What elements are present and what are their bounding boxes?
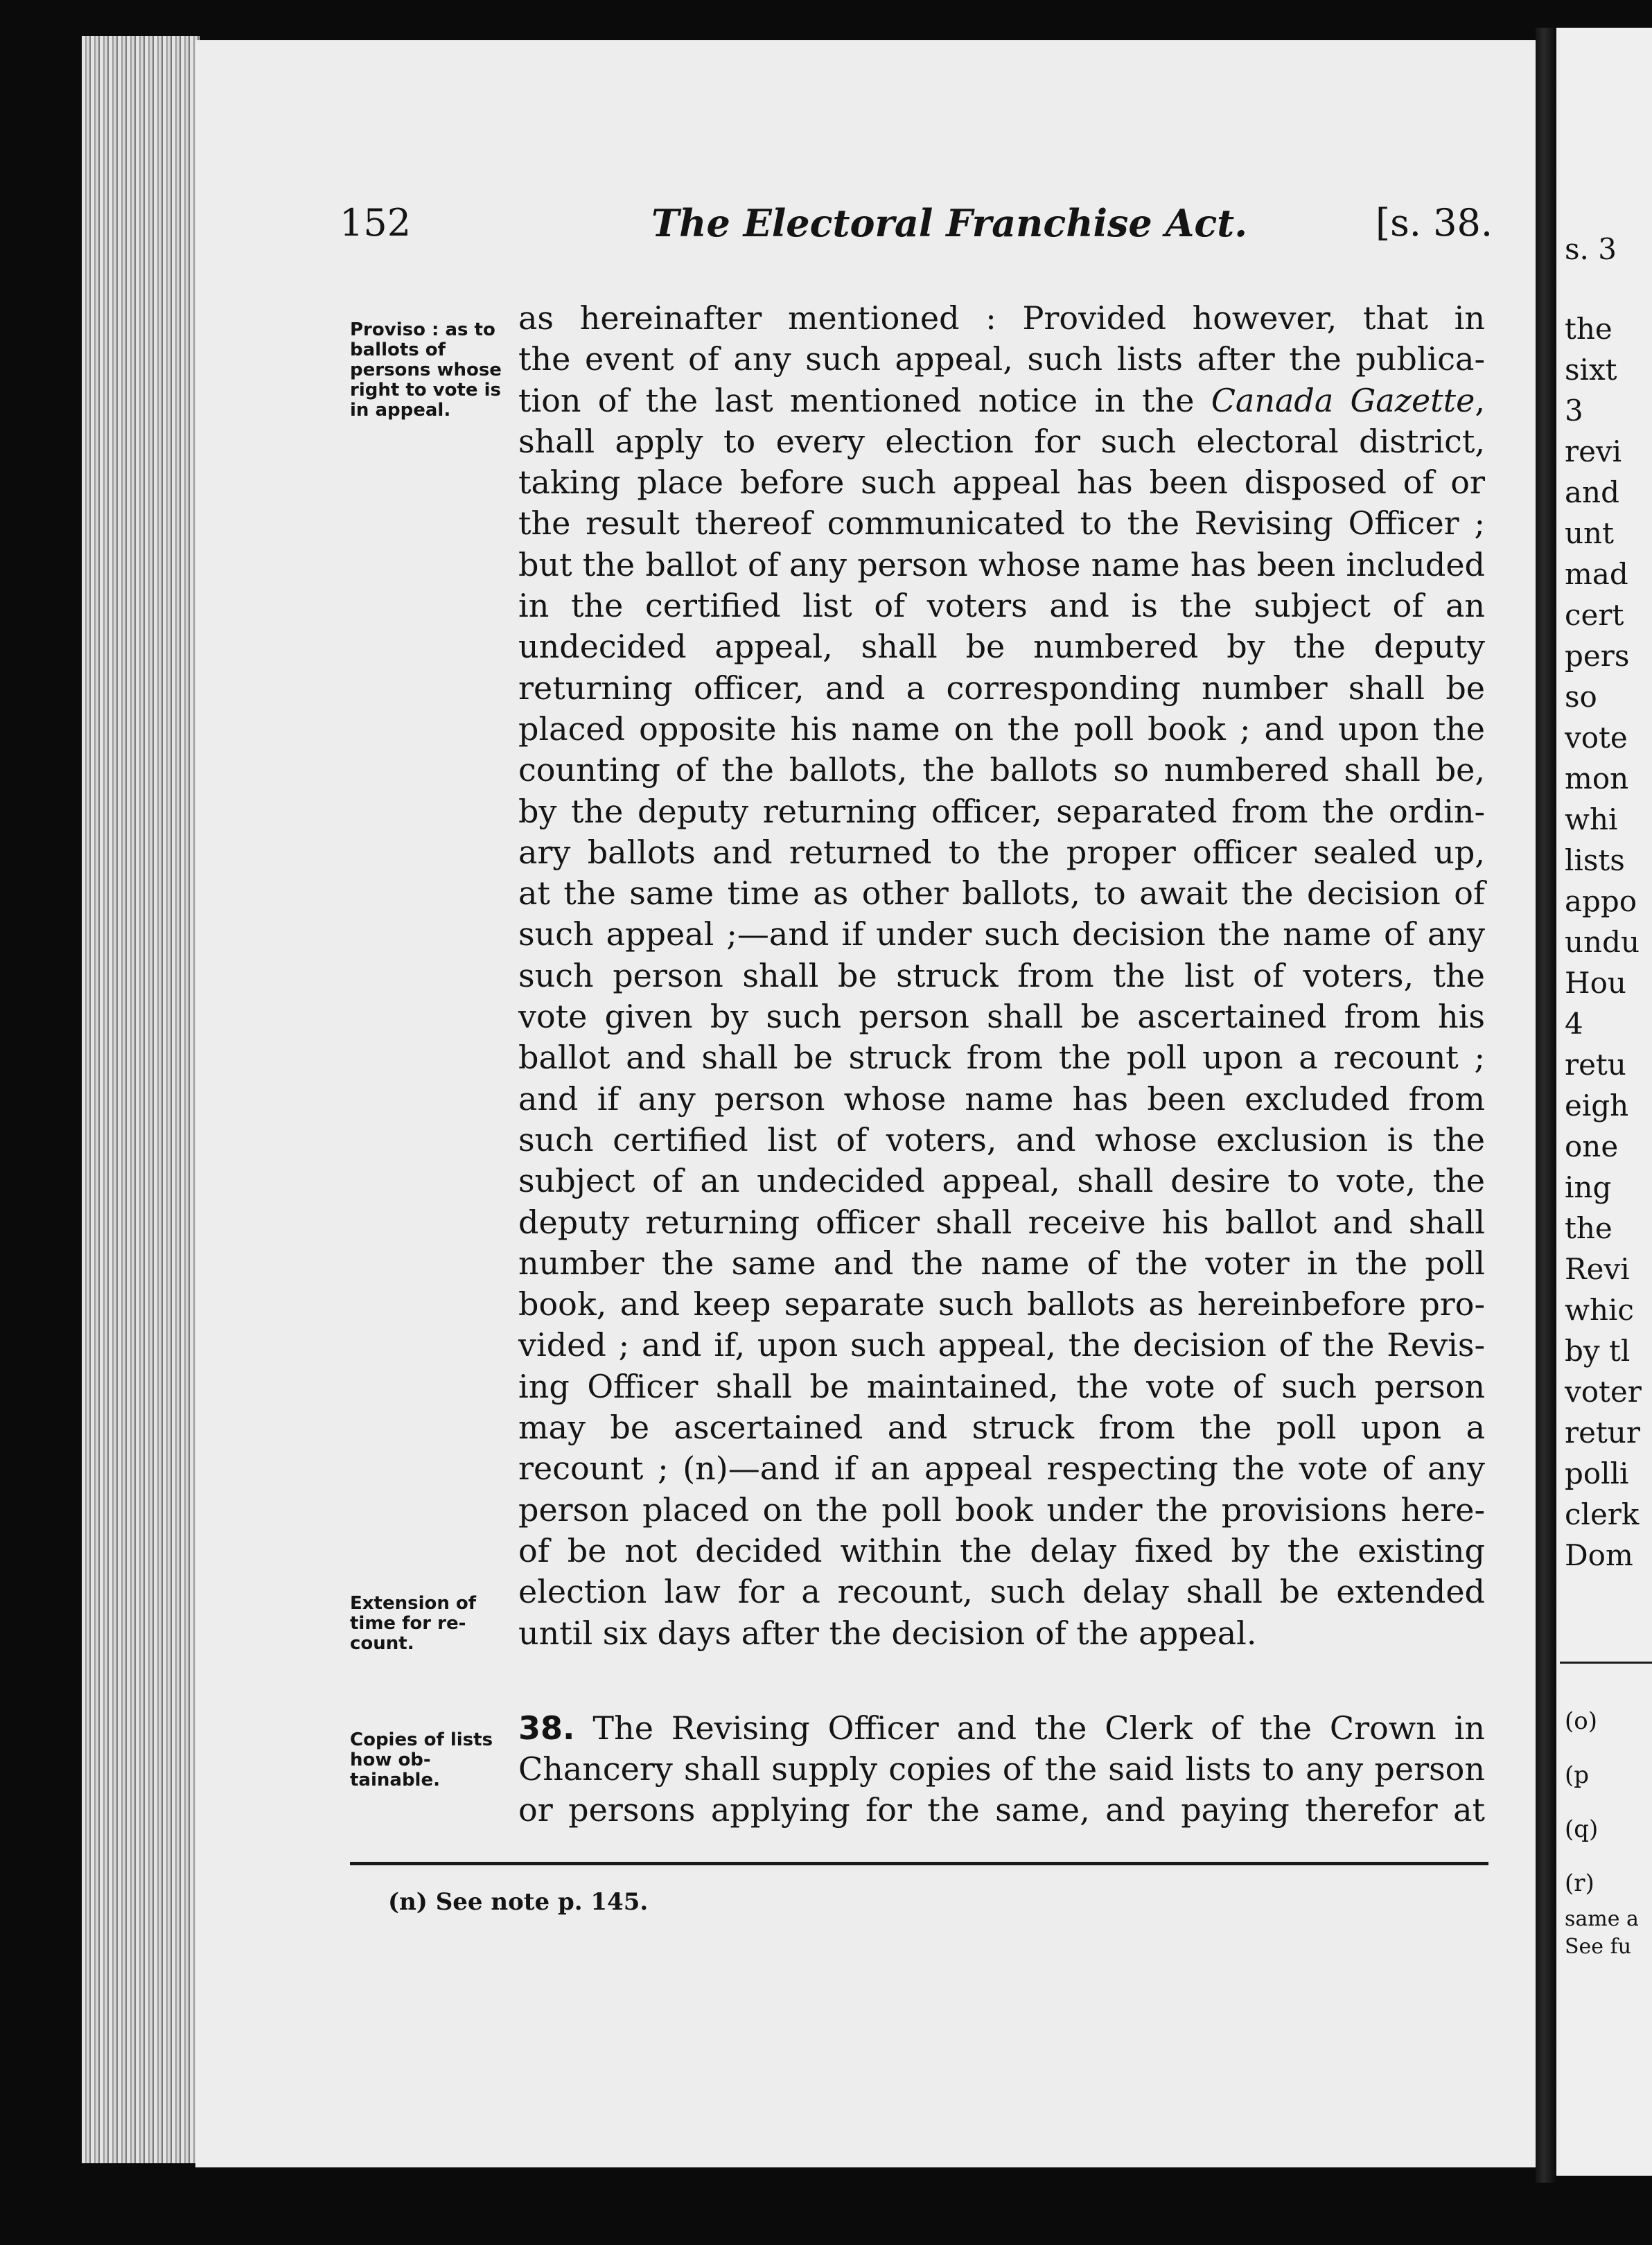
text-line: whi	[1565, 802, 1618, 836]
text-line: deputy returning officer shall receive his ballot and shall	[518, 1203, 1485, 1241]
text-line: vote given by such person shall be ascertained from his	[518, 998, 1485, 1036]
text-line: so	[1565, 680, 1597, 714]
text-line: the	[1565, 312, 1613, 346]
text-line: tion of the last mentioned notice in the Canada Gazette,	[518, 381, 1485, 419]
text-line: retu	[1565, 1048, 1626, 1082]
section-number: 38.	[518, 1709, 575, 1747]
text-line: See fu	[1565, 1935, 1632, 1959]
text-line: 3	[1565, 394, 1583, 428]
text-line: mad	[1565, 557, 1628, 591]
text-line: ballot and shall be struck from the poll upon a recount ;	[518, 1039, 1485, 1077]
text-line: lists	[1565, 843, 1625, 877]
text-line: Chancery shall supply copies of the said lists to any person	[518, 1750, 1485, 1788]
text-line: in the certified list of voters and is the subject of an	[518, 587, 1485, 625]
text-line: (o)	[1565, 1707, 1597, 1735]
text-line: vote	[1565, 721, 1628, 755]
text-line: (p	[1565, 1761, 1590, 1789]
text-line: same a	[1565, 1907, 1639, 1931]
next-page-header: s. 3	[1565, 232, 1617, 266]
text-line: 4	[1565, 1007, 1583, 1041]
text-line: mon	[1565, 761, 1629, 795]
text-line: the	[1565, 1211, 1613, 1245]
text-line: taking place before such appeal has been disposed of or	[518, 464, 1485, 502]
text-line: person placed on the poll book under the provisions here-	[518, 1490, 1485, 1529]
text-line: and	[1565, 475, 1619, 509]
page-edge-stack	[82, 36, 200, 2163]
text-line: until six days after the decision of the appeal.	[518, 1614, 1257, 1652]
margin-note-proviso: Proviso : as to ballots of persons whose right to vote is in appeal.	[350, 319, 502, 421]
section-38	[518, 1708, 1485, 1831]
text-line: number the same and the name of the voter in the poll	[518, 1244, 1485, 1282]
text-line: subject of an undecided appeal, shall desire to vote, the	[518, 1162, 1485, 1200]
text-line: counting of the ballots, the ballots so numbered shall be,	[518, 751, 1485, 789]
margin-note-copies: Copies of lists how obtainable.	[350, 1729, 493, 1790]
text-line: of be not decided within the delay fixed by the existing	[518, 1531, 1485, 1569]
text-line: recount ; (n)—and if an appeal respecting the vote of any	[518, 1450, 1485, 1488]
text-line: eigh	[1565, 1089, 1629, 1122]
footnote: (n) See note p. 145.	[388, 1888, 649, 1916]
text-line: by the deputy returning officer, separated from the ordin-	[518, 792, 1485, 830]
text-line: the result thereof communicated to the Revising Officer ;	[518, 504, 1485, 543]
text-line: sixt	[1565, 353, 1617, 387]
margin-note-extension: Extension of time for recount.	[350, 1593, 477, 1654]
text-line: but the ballot of any person whose name has been included	[518, 545, 1485, 583]
text-line: pers	[1565, 639, 1630, 673]
text-line: may be ascertained and struck from the poll upon a	[518, 1409, 1485, 1447]
text-line: Hou	[1565, 966, 1626, 1000]
next-page-lines	[1565, 308, 1642, 1576]
text-line: (q)	[1565, 1815, 1599, 1843]
text-line: Dom	[1565, 1538, 1633, 1572]
text-line: shall apply to every election for such electoral district,	[518, 422, 1485, 460]
text-line: ing Officer shall be maintained, the vote of such person	[518, 1367, 1485, 1405]
text-line: cert	[1565, 598, 1624, 632]
text-line: returning officer, and a corresponding number shall be	[518, 669, 1485, 707]
text-line: vided ; and if, upon such appeal, the decision of the Revis-	[518, 1326, 1485, 1364]
text-line: Revi	[1565, 1252, 1630, 1286]
text-line: undu	[1565, 925, 1640, 959]
text-line: revi	[1565, 434, 1622, 468]
body-text	[518, 298, 1485, 1654]
text-line: the event of any such appeal, such lists after the publica-	[518, 340, 1485, 378]
next-page-footnotes	[1565, 1694, 1598, 1910]
footnote-divider	[350, 1862, 1488, 1865]
text-line: such person shall be struck from the list of voters, the	[518, 956, 1485, 994]
running-title: The Electoral Franchise Act.	[651, 201, 1248, 245]
text-line: or persons applying for the same, and paying therefor at	[518, 1791, 1485, 1829]
section-reference: [s. 38.	[1376, 201, 1493, 245]
text-line: and if any person whose name has been excluded from	[518, 1080, 1485, 1118]
text-line: by tl	[1565, 1334, 1631, 1368]
next-page-fragment	[1556, 28, 1652, 2176]
text-line: retur	[1565, 1416, 1640, 1450]
book-gutter	[1536, 28, 1556, 2183]
text-line: at the same time as other ballots, to await the decision of	[518, 874, 1485, 913]
text-line: such appeal ;—and if under such decision the name of any	[518, 915, 1485, 953]
text-line: book, and keep separate such ballots as hereinbefore pro-	[518, 1285, 1485, 1323]
text-line: as hereinafter mentioned : Provided however, that in	[518, 299, 1485, 337]
section-38-first-line: The Revising Officer and the Clerk of the Crown in	[592, 1709, 1485, 1747]
next-page-footnote-tail	[1565, 1905, 1639, 1961]
text-line	[518, 1708, 1485, 1749]
text-line: unt	[1565, 516, 1614, 550]
text-line: ary ballots and returned to the proper officer sealed up,	[518, 833, 1485, 871]
text-line: election law for a recount, such delay shall be extended	[518, 1573, 1485, 1611]
text-line: (r)	[1565, 1869, 1594, 1897]
page-number: 152	[340, 201, 412, 245]
text-line: appo	[1565, 884, 1637, 918]
text-line: placed opposite his name on the poll book ; and upon the	[518, 710, 1485, 748]
next-page-footnote-divider	[1560, 1662, 1652, 1664]
text-line: such certified list of voters, and whose exclusion is the	[518, 1120, 1485, 1159]
text-line: whic	[1565, 1293, 1634, 1327]
text-line: ing	[1565, 1170, 1612, 1204]
text-line: one	[1565, 1129, 1619, 1163]
text-line: clerk	[1565, 1497, 1640, 1531]
text-line: polli	[1565, 1456, 1629, 1490]
text-line: voter	[1565, 1375, 1642, 1409]
text-line: undecided appeal, shall be numbered by the deputy	[518, 628, 1485, 666]
